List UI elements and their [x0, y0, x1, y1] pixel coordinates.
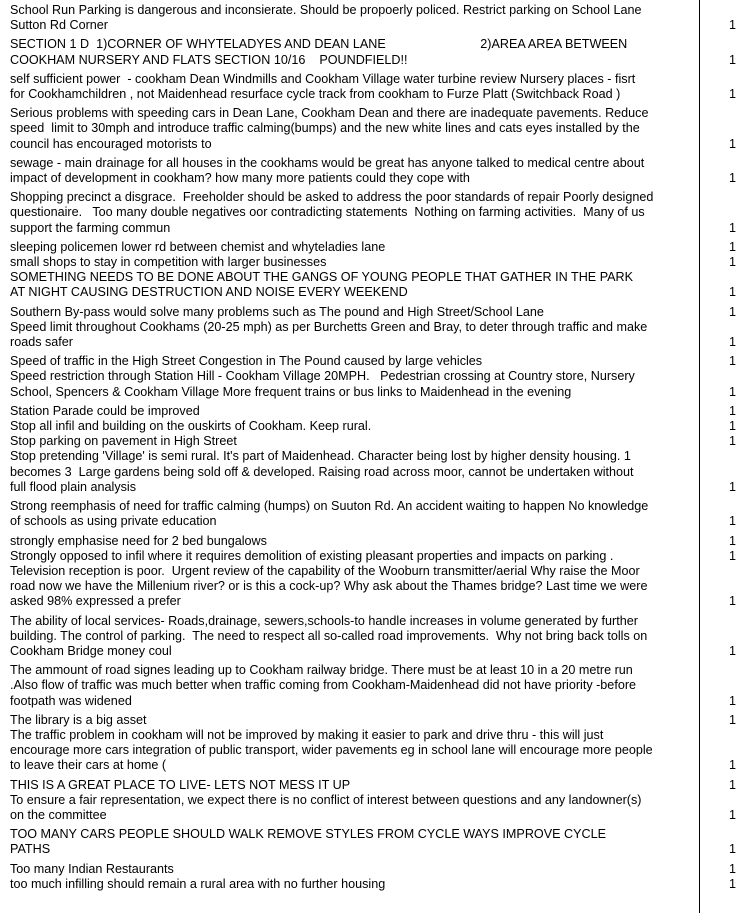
- comment-text: [10, 614, 694, 660]
- comment-text: [10, 305, 694, 320]
- comment-text: [10, 449, 694, 495]
- comment-row[interactable]: [0, 305, 746, 320]
- comment-text: [10, 190, 694, 236]
- comment-text: [10, 255, 694, 270]
- comment-line: strongly emphasise need for 2 bed bungalows: [10, 533, 267, 548]
- comment-line: small shops to stay in competition with larger businesses: [10, 255, 327, 270]
- comment-line: sleeping policemen lower rd between chemist and whyteladies lane: [10, 239, 386, 254]
- comment-row[interactable]: [0, 793, 746, 823]
- comment-line: Television reception is poor. Urgent review of the capability of the Wooburn transmitter/aerial Why raise the Moor: [10, 563, 640, 578]
- comment-line: Speed restriction through Station Hill - Cookham Village 20MPH. Pedestrian crossing at Country store, Nursery: [10, 369, 635, 384]
- comment-row[interactable]: [0, 877, 746, 892]
- comment-line: self sufficient power - cookham Dean Windmills and Cookham Village water turbine review Nursery places - fisrt: [10, 71, 636, 86]
- comment-line: The ability of local services- Roads,drainage, sewers,schools-to handle increases in volume generated by further: [10, 613, 638, 628]
- comment-line: Station Parade could be improved: [10, 403, 200, 418]
- comment-text: [10, 354, 694, 369]
- comment-line: asked 98% expressed a prefer: [10, 594, 181, 609]
- comment-line: encourage more cars integration of public transport, wider pavements eg in school lane will encourage more people: [10, 743, 653, 758]
- comment-line: THIS IS A GREAT PLACE TO LIVE- LETS NOT MESS IT UP: [10, 777, 351, 792]
- comment-line: The ammount of road signes leading up to Cookham railway bridge. There must be at least 10 in a 20 metre run: [10, 663, 633, 678]
- comment-line: Stop pretending 'Village' is semi rural. It's part of Maidenhead. Character being lost by higher density housing. 1: [10, 449, 631, 464]
- comment-line: to leave their cars at home (: [10, 758, 167, 773]
- comment-row[interactable]: [0, 354, 746, 369]
- comment-row[interactable]: [0, 320, 746, 350]
- comment-count: 1: [728, 52, 736, 67]
- comment-text: [10, 862, 694, 877]
- comment-line: becomes 3 Large gardens being sold off & developed. Raising road across moor, cannot be undertaken without: [10, 464, 634, 479]
- comment-line: sewage - main drainage for all houses in the cookhams would be great has anyone talked to medical centre about: [10, 155, 645, 170]
- comment-row[interactable]: [0, 778, 746, 793]
- comment-line: Stop all infil and building on the ouskirts of Cookham. Keep rural.: [10, 419, 372, 434]
- comment-row[interactable]: [0, 614, 746, 660]
- comment-line: .Also flow of traffic was much better when traffic coming from Cookham-Maidenhead did not have priority -before: [10, 678, 637, 693]
- comment-line: Speed limit throughout Cookhams (20-25 mph) as per Burchetts Green and Bray, to deter through traffic and make: [10, 319, 648, 334]
- comment-text: [10, 419, 694, 434]
- comment-line: Speed of traffic in the High Street Congestion in The Pound caused by large vehicles: [10, 354, 483, 369]
- comment-text: [10, 3, 694, 33]
- comment-line: Stop parking on pavement in High Street: [10, 434, 237, 449]
- comment-line: council has encouraged motorists to: [10, 136, 212, 151]
- comment-text: [10, 534, 694, 549]
- comment-line: questionaire. Too many double negatives oor contradicting statements Nothing on farming activities. Many of us: [10, 205, 645, 220]
- comment-count: 1: [728, 758, 736, 773]
- comment-count: 1: [728, 434, 736, 449]
- comment-text: [10, 793, 694, 823]
- comment-count: 1: [728, 304, 736, 319]
- comment-line: Strongly opposed to infil where it requires demolition of existing pleasant properties and impacts on parking .: [10, 548, 614, 563]
- comment-line: on the committee: [10, 807, 107, 822]
- comment-line: Serious problems with speeding cars in Dean Lane, Cookham Dean and there are inadequate pavements. Reduce: [10, 106, 649, 121]
- comment-text: [10, 240, 694, 255]
- comment-line: building. The control of parking. The need to respect all so-called road improvements. Why not bring back tolls on: [10, 628, 648, 643]
- comment-text: [10, 827, 694, 857]
- comment-row[interactable]: [0, 827, 746, 857]
- comment-count: 1: [728, 594, 736, 609]
- comment-line: Cookham Bridge money coul: [10, 643, 172, 658]
- comment-text: [10, 434, 694, 449]
- comment-line: PATHS: [10, 842, 51, 857]
- comment-row[interactable]: [0, 534, 746, 549]
- comment-row[interactable]: [0, 499, 746, 529]
- comment-row[interactable]: [0, 270, 746, 300]
- comment-row[interactable]: [0, 3, 746, 33]
- comment-count: 1: [728, 18, 736, 33]
- comment-row[interactable]: [0, 862, 746, 877]
- comment-text: [10, 320, 694, 350]
- comment-text: [10, 549, 694, 564]
- comment-line: roads safer: [10, 335, 73, 350]
- comment-row[interactable]: [0, 404, 746, 419]
- comment-row[interactable]: [0, 369, 746, 399]
- comment-text: [10, 106, 694, 152]
- comment-line: The library is a big asset: [10, 712, 147, 727]
- comment-line: SOMETHING NEEDS TO BE DONE ABOUT THE GANGS OF YOUNG PEOPLE THAT GATHER IN THE PARK: [10, 270, 634, 285]
- comment-text: [10, 728, 694, 774]
- comment-count: 1: [728, 354, 736, 369]
- comment-line: impact of development in cookham? how many more patients could they cope with: [10, 171, 470, 186]
- comment-count: 1: [728, 842, 736, 857]
- comment-count: 1: [728, 712, 736, 727]
- comment-row[interactable]: [0, 728, 746, 774]
- comment-line: TOO MANY CARS PEOPLE SHOULD WALK REMOVE STYLES FROM CYCLE WAYS IMPROVE CYCLE: [10, 827, 607, 842]
- comment-text: [10, 663, 694, 709]
- comment-text: [10, 270, 694, 300]
- comment-count: 1: [728, 693, 736, 708]
- comment-count: 1: [728, 285, 736, 300]
- comment-count: 1: [728, 171, 736, 186]
- comment-line: too much infilling should remain a rural area with no further housing: [10, 876, 386, 891]
- comment-line: To ensure a fair representation, we expect there is no conflict of interest between questions and any landowner(s): [10, 792, 642, 807]
- comment-text: [10, 713, 694, 728]
- comment-row[interactable]: [0, 449, 746, 495]
- comment-line: AT NIGHT CAUSING DESTRUCTION AND NOISE EVERY WEEKEND: [10, 285, 408, 300]
- comment-row[interactable]: [0, 37, 746, 67]
- comment-text: [10, 877, 694, 892]
- comment-text: [10, 369, 694, 399]
- comment-row[interactable]: [0, 72, 746, 102]
- comment-line: The traffic problem in cookham will not be improved by making it easier to park and drive thru - this will just: [10, 727, 604, 742]
- comment-count: 1: [728, 643, 736, 658]
- comment-count: 1: [728, 384, 736, 399]
- comment-count: 1: [728, 419, 736, 434]
- comment-count: 1: [728, 514, 736, 529]
- comment-line: School, Spencers & Cookham Village More frequent trains or bus links to Maidenhead in the evening: [10, 384, 572, 399]
- comment-text: [10, 564, 694, 610]
- comment-row[interactable]: [0, 240, 746, 255]
- comment-text: [10, 72, 694, 102]
- comment-count: 1: [728, 533, 736, 548]
- comment-line: speed limit to 30mph and introduce traffic calming(bumps) and the new white lines and cats eyes installed by the: [10, 121, 640, 136]
- comment-count: 1: [728, 255, 736, 270]
- comment-count: 1: [728, 548, 736, 563]
- comment-count: 1: [728, 239, 736, 254]
- comment-count: 1: [728, 479, 736, 494]
- comment-row[interactable]: [0, 106, 746, 152]
- comment-line: of schools as using private education: [10, 514, 217, 529]
- comment-line: Southern By-pass would solve many problems such as The pound and High Street/School Lane: [10, 304, 544, 319]
- comment-text: [10, 778, 694, 793]
- comment-row[interactable]: [0, 663, 746, 709]
- comment-count: 1: [728, 136, 736, 151]
- comment-line: road now we have the Millenium river? or is this a cock-up? Why ask about the Thames bridge? Last time we were: [10, 579, 648, 594]
- comment-count: 1: [728, 807, 736, 822]
- comment-count: 1: [728, 220, 736, 235]
- comment-line: Strong reemphasis of need for traffic calming (humps) on Suuton Rd. An accident waiting to happen No knowledge: [10, 499, 649, 514]
- comment-line: footpath was widened: [10, 693, 132, 708]
- comment-row[interactable]: [0, 419, 746, 434]
- comment-line: Sutton Rd Corner: [10, 18, 109, 33]
- comment-count: 1: [728, 777, 736, 792]
- comment-line: support the farming commun: [10, 220, 171, 235]
- comment-text: [10, 37, 694, 67]
- comment-row[interactable]: [0, 255, 746, 270]
- comment-text: [10, 499, 694, 529]
- comment-list: [0, 3, 746, 892]
- comment-count: 1: [728, 876, 736, 891]
- comment-line: full flood plain analysis: [10, 479, 137, 494]
- comment-line: Shopping precinct a disgrace. Freeholder should be asked to address the poor standards of repair Poorly designed: [10, 190, 654, 205]
- comment-row[interactable]: [0, 156, 746, 186]
- comment-row[interactable]: [0, 190, 746, 236]
- comment-row[interactable]: [0, 713, 746, 728]
- comment-row[interactable]: [0, 564, 746, 610]
- comment-line: for Cookhamchildren , not Maidenhead resurface cycle track from cookham to Furze Platt (Switchback Road ): [10, 87, 621, 102]
- comment-line: School Run Parking is dangerous and inconsierate. Should be propoerly policed. Restrict parking on School Lane: [10, 3, 642, 17]
- comment-text: [10, 156, 694, 186]
- comment-row[interactable]: [0, 434, 746, 449]
- comment-count: 1: [728, 335, 736, 350]
- comment-text: [10, 404, 694, 419]
- comment-count: 1: [728, 403, 736, 418]
- comment-line: COOKHAM NURSERY AND FLATS SECTION 10/16 POUNDFIELD!!: [10, 52, 408, 67]
- comment-row[interactable]: [0, 549, 746, 564]
- comment-count: 1: [728, 87, 736, 102]
- comment-count: 1: [728, 861, 736, 876]
- comment-line: SECTION 1 D 1)CORNER OF WHYTELADYES AND DEAN LANE 2)AREA AREA BETWEEN: [10, 37, 628, 52]
- comment-line: Too many Indian Restaurants: [10, 861, 174, 876]
